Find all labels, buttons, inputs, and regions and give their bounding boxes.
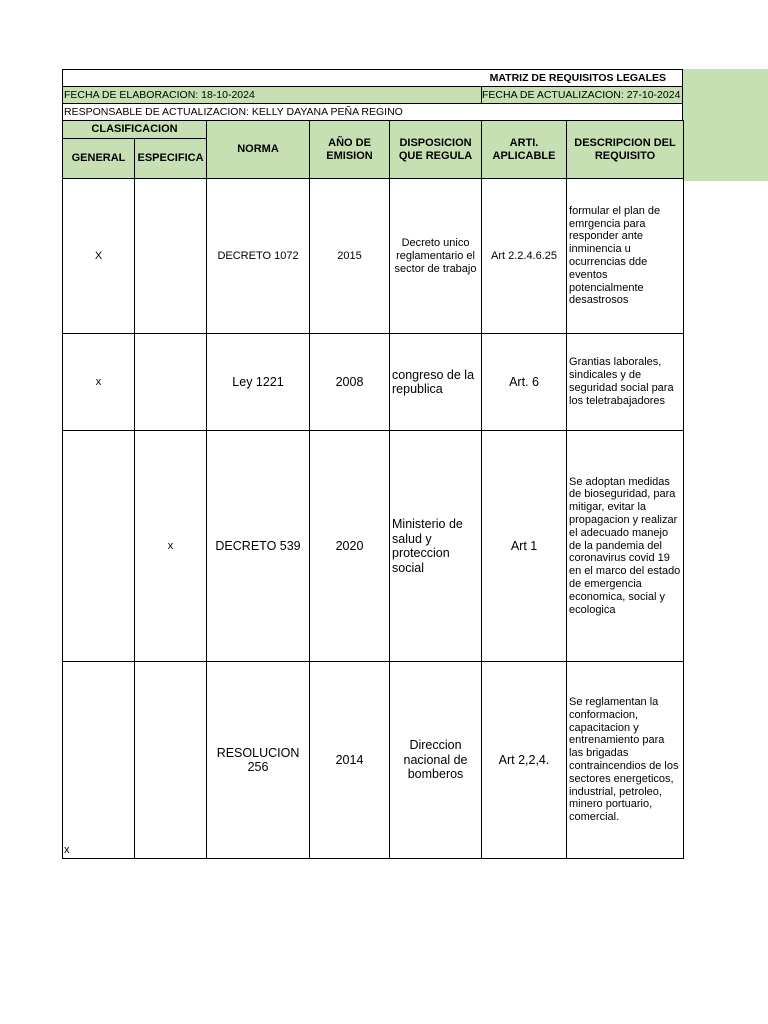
fecha-elaboracion: FECHA DE ELABORACION: 18-10-2024 [64,89,255,101]
cell-especifica: x [135,431,207,662]
cell-articulo: Art 2.2.4.6.25 [482,179,567,334]
cell-descripcion: Se adoptan medidas de bioseguridad, para mitigar, evitar la propagacion y realizar el adecuado manejo de la pandemia del coronavirus covid 19 en el marco del estado de emergencia economica, social y ecologica [567,431,684,662]
cell-anio: 2014 [310,662,390,859]
title-row [62,69,683,86]
legal-requirements-matrix [62,69,683,859]
cell-norma: Ley 1221 [207,334,310,431]
cell-anio: 2015 [310,179,390,334]
col-anio: AÑO DE EMISION [310,121,390,179]
cell-general [63,662,135,859]
cell-anio: 2020 [310,431,390,662]
cell-norma: DECRETO 539 [207,431,310,662]
cell-general [63,431,135,662]
cell-articulo: Art 2,2,4. [482,662,567,859]
table-row [63,431,684,662]
cell-especifica [135,662,207,859]
cell-disposicion: Decreto unico reglamentario el sector de trabajo [390,179,482,334]
cell-anio: 2008 [310,334,390,431]
responsable-actualizacion: RESPONSABLE DE ACTUALIZACION: KELLY DAYANA PEÑA REGINO [64,106,403,118]
cell-disposicion: Ministerio de salud y proteccion social [390,431,482,662]
cell-general-mark: x [64,844,70,856]
table-row [63,662,684,859]
table-row [63,334,684,431]
matrix-title: MATRIZ DE REQUISITOS LEGALES [489,72,666,84]
dates-row [62,86,683,103]
header-side-fill [683,69,768,181]
responsable-row [62,103,683,120]
col-norma: NORMA [207,121,310,179]
cell-descripcion: Grantias laborales, sindicales y de seguridad social para los teletrabajadores [567,334,684,431]
cell-norma: RESOLUCION 256 [207,662,310,859]
cell-articulo: Art 1 [482,431,567,662]
col-disposicion: DISPOSICION QUE REGULA [390,121,482,179]
requirements-table [62,120,684,859]
cell-norma: DECRETO 1072 [207,179,310,334]
cell-disposicion: Direccion nacional de bomberos [390,662,482,859]
table-row [63,179,684,334]
cell-general: X [63,179,135,334]
col-clasificacion: CLASIFICACION [63,121,207,139]
cell-descripcion: Se reglamentan la conformacion, capacitacion y entrenamiento para las brigadas contraincendios de los sectores energeticos, industrial, petroleo, minero portuario, comercial. [567,662,684,859]
col-especifica: ESPECIFICA [135,139,207,179]
col-descripcion: DESCRIPCION DEL REQUISITO [567,121,684,179]
fecha-actualizacion: FECHA DE ACTUALIZACION: 27-10-2024 [482,89,681,101]
cell-especifica [135,179,207,334]
cell-especifica [135,334,207,431]
cell-descripcion: formular el plan de emrgencia para responder ante inminencia u ocurrencias dde eventos potencialmente desastrosos [567,179,684,334]
cell-articulo: Art. 6 [482,334,567,431]
cell-disposicion: congreso de la republica [390,334,482,431]
cell-general: x [63,334,135,431]
header-row-top [63,121,684,139]
col-articulo: ARTI. APLICABLE [482,121,567,179]
col-general: GENERAL [63,139,135,179]
